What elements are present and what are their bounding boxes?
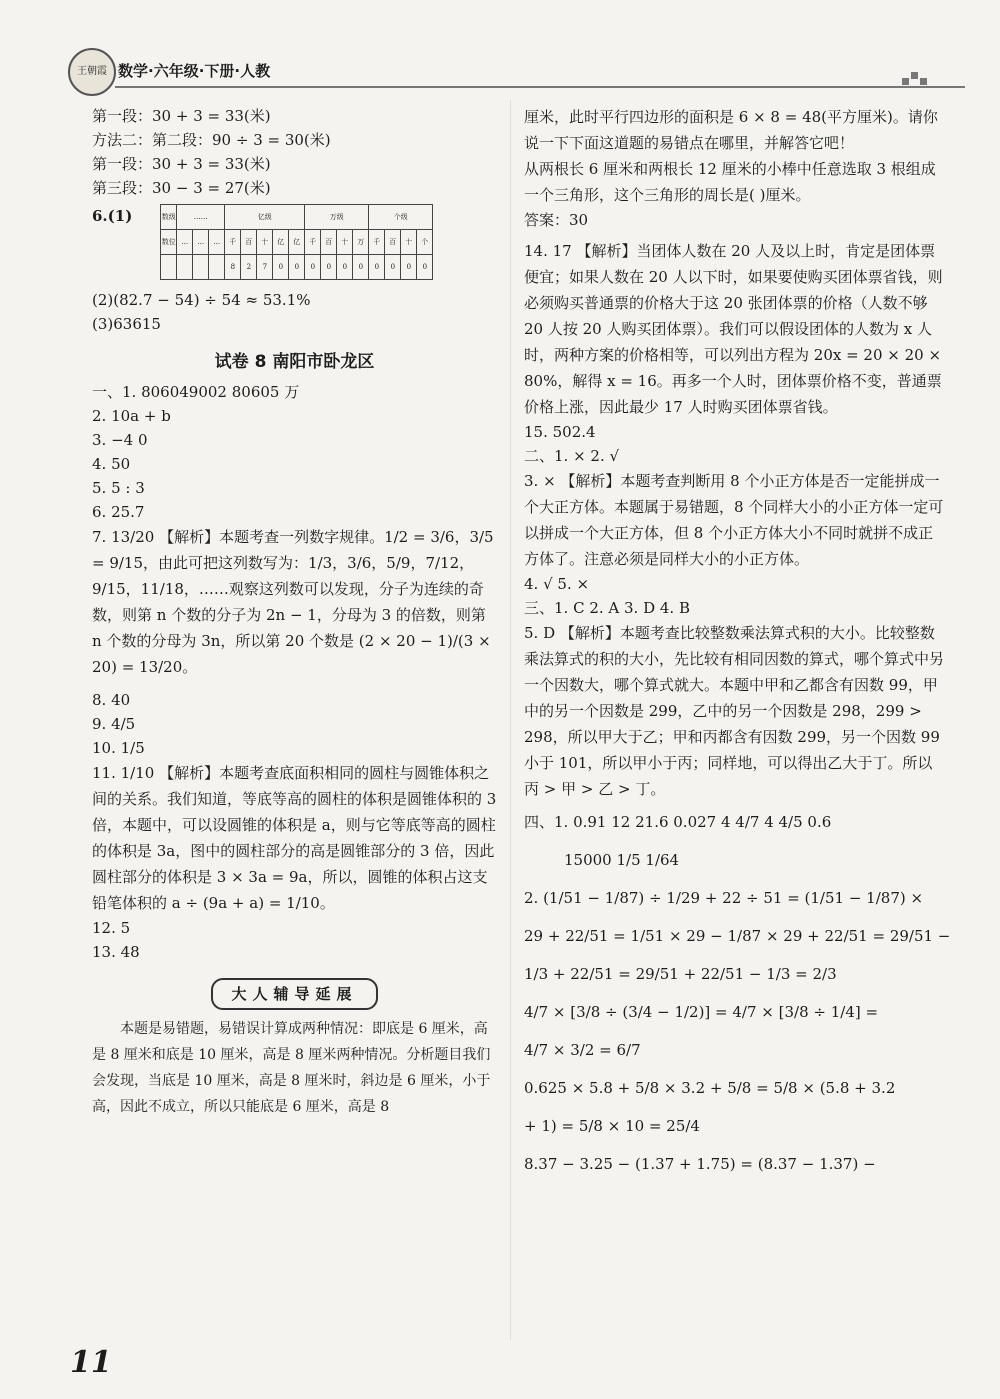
place-value-table: 数级 …… 亿级 万级 个级 数位 … … … 千 百 十 亿 亿 千 百 十 万 千 百 十 个 8 2 7 0 0 0 0 0 0 0 0 0 0 [160,204,433,280]
answer-line: 5. 5 : 3 [92,479,145,497]
answer-line: 答案：30 [524,211,589,229]
answer-line: 4. √ 5. × [524,575,590,593]
explanation-q11: 11. 1/10 【解析】本题考查底面积相同的圆柱与圆锥体积之间的关系。我们知道，等底等高的圆柱的体积是圆锥体积的 3 倍，本题中，可以设圆锥的体积是 a，则与它等底等高的圆柱的体积是 3a，图中的圆柱部分的高是圆锥部分的 3 倍，因此圆柱部分的体积是 3 × 3a = 9a，所以，圆锥的体积占这支铅笔体积的 a ÷ (9a + a) = 1/10。 [92,764,497,912]
page-header [60,42,950,102]
table-cell: 亿级 [225,205,305,230]
answer-line: 8. 40 [92,691,131,709]
answer-line: 9. 4/5 [92,715,136,733]
explanation-q14: 14. 17 【解析】当团体人数在 20 人及以上时，肯定是团体票便宜；如果人数在 20 人以下时，如果要使购买团体票省钱，则必须购买普通票的价格大于这 20 张团体票的价格（人数不够 20 人按 20 人购买团体票）。我们可以假设团体的人数为 x 人时，两种方案的价格相等，可以列出方程为 20x = 20 × 20 × 80%，解得 x = 16。再多一个人时，团体票价格不变，普通票价格上涨，因此最少 17 人时购买团体票省钱。 [524,242,943,416]
table-cell: 万级 [305,205,369,230]
calc-line: 2. (1/51 − 1/87) ÷ 1/29 + 22 ÷ 51 = (1/51 − 1/87) × [524,889,924,907]
answer-line: 15000 1/5 1/64 [564,851,680,869]
answer-line: 15. 502.4 [524,423,596,441]
header-rule [115,86,965,88]
text-line: (3)63615 [92,315,161,333]
answer-line: 2. 10a + b [92,407,171,425]
page-number: 11 [70,1345,112,1380]
answer-line: 4. 50 [92,455,131,473]
calc-line: 29 + 22/51 = 1/51 × 29 − 1/87 × 29 + 22/51 = 29/51 − [524,927,951,945]
answer-line: 13. 48 [92,943,140,961]
text-line: 第一段：30 + 3 = 33(米) [92,107,271,125]
answer-line: 12. 5 [92,919,131,937]
answer-line: 四、1. 0.91 12 21.6 0.027 4 4/7 4 4/5 0.6 [524,813,832,831]
calc-line: 4/7 × 3/2 = 6/7 [524,1041,641,1059]
q6-label: 6.(1) [92,207,133,225]
q6-row [92,204,497,280]
right-column [524,104,951,1176]
text-line: 方法二：第二段：90 ÷ 3 = 30(米) [92,131,331,149]
answer-line: 10. 1/5 [92,739,145,757]
table-cell: 个级 [369,205,433,230]
header-title: 数学·六年级·下册·人教 [118,62,271,80]
calc-line: 0.625 × 5.8 + 5/8 × 3.2 + 5/8 = 5/8 × (5.8 + 3.2 [524,1079,896,1097]
explanation-q7: 7. 13/20 【解析】本题考查一列数字规律。1/2 = 3/6，3/5 = 9/15，由此可把这列数写为：1/3，3/6，5/9，7/12，9/15，11/18，……观察这列数可以发现，分子为连续的奇数，则第 n 个数的分子为 2n − 1，分母为 3 的倍数，则第 n 个数的分母为 3n，所以第 20 个数是 (2 × 20 − 1)/(3 × 20) = 13/20。 [92,528,494,676]
column-divider [510,100,511,1340]
answer-line: 一、1. 806049002 80605 万 [92,383,300,401]
answer-line: 3. −4 0 [92,431,148,449]
problem-text: 从两根长 6 厘米和两根长 12 厘米的小棒中任意选取 3 根组成一个三角形，这个三角形的周长是( )厘米。 [524,160,936,204]
section-title: 试卷 8 南阳市卧龙区 [214,352,375,372]
calc-line: 4/7 × [3/8 ÷ (3/4 − 1/2)] = 4/7 × [3/8 ÷ 1/4] = [524,1003,879,1021]
logo: 王朝霞 [68,48,116,96]
calc-line: + 1) = 5/8 × 10 = 25/4 [524,1117,700,1135]
answer-line: 三、1. C 2. A 3. D 4. B [524,599,690,617]
calc-line: 8.37 − 3.25 − (1.37 + 1.75) = (8.37 − 1.37) − [524,1155,876,1173]
decor-squares-icon [902,72,932,86]
tutor-box-text: 本题是易错题，易错误计算成两种情况：即底是 6 厘米，高是 8 厘米和底是 10 厘米，高是 8 厘米两种情况。分析题目我们会发现，当底是 10 厘米，高是 8 厘米时，斜边是 6 厘米，小于高，因此不成立，所以只能底是 6 厘米，高是 8 [92,1021,491,1115]
tutor-box-title: 大人辅导延展 [122,978,467,1010]
answer-line: 二、1. × 2. √ [524,447,620,465]
explanation-q3-5: 5. D 【解析】本题考查比较整数乘法算式积的大小。比较整数乘法算式的积的大小，先比较有相同因数的算式，哪个算式中另一个因数大，哪个算式就大。本题中甲和乙都含有因数 99，甲中的另一个因数是 299，乙中的另一个因数是 298，299 > 298，所以甲大于乙；甲和丙都含有因数 299，另一个因数 99 小于 101，所以甲小于丙；同样地，可以得出乙大于丁。所以丙 > 甲 > 乙 > 丁。 [524,624,945,798]
table-cell: …… [177,205,225,230]
table-cell: 数级 [161,205,177,230]
explanation-q2-3: 3. × 【解析】本题考查判断用 8 个小正方体是否一定能拼成一个大正方体。本题属于易错题，8 个同样大小的小正方体一定可以拼成一个大正方体，但 8 个小正方体大小不同时就拼不成正方体了。注意必须是同样大小的小正方体。 [524,472,944,568]
text-line: 第一段：30 + 3 = 33(米) [92,155,271,173]
calc-line: 1/3 + 22/51 = 29/51 + 22/51 − 1/3 = 2/3 [524,965,837,983]
text-line: (2)(82.7 − 54) ÷ 54 ≈ 53.1% [92,291,311,309]
text-paragraph: 厘米，此时平行四边形的面积是 6 × 8 = 48(平方厘米)。请你说一下下面这道题的易错点在哪里，并解答它吧！ [524,108,938,152]
text-line: 第三段：30 − 3 = 27(米) [92,179,271,197]
answer-line: 6. 25.7 [92,503,145,521]
left-column [92,104,497,1120]
